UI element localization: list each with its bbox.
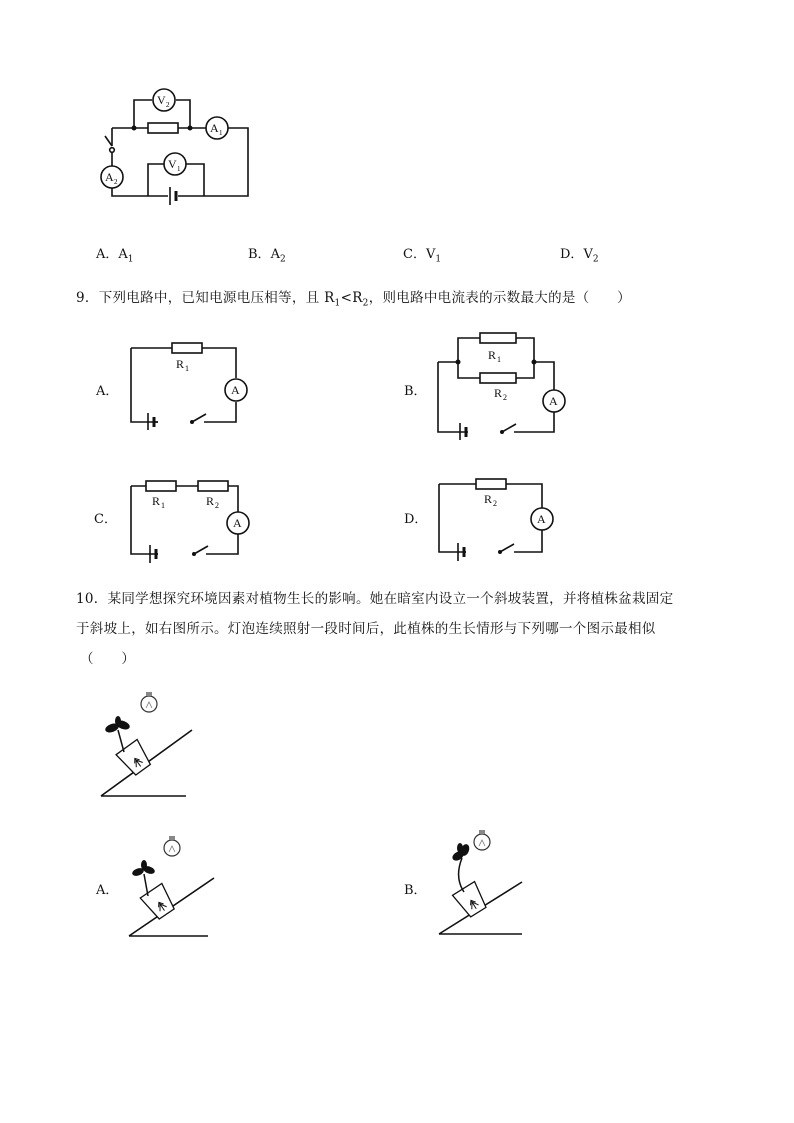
svg-text:R: R — [176, 357, 185, 371]
svg-text:R: R — [494, 386, 503, 400]
light-bulb-icon — [164, 836, 180, 856]
potted-plant — [140, 883, 177, 921]
q9-circuit-b — [432, 328, 572, 440]
q10-option-a[interactable]: A． — [96, 883, 119, 898]
svg-text:2: 2 — [503, 393, 507, 402]
svg-text:1: 1 — [185, 364, 189, 373]
switch — [502, 424, 516, 432]
light-bulb-icon — [141, 692, 157, 712]
resistor — [148, 123, 178, 133]
svg-text:2: 2 — [166, 101, 170, 109]
q9-option-a[interactable]: A． — [96, 384, 119, 399]
svg-text:R: R — [206, 494, 215, 508]
bent-stem — [459, 858, 465, 892]
svg-text:A: A — [537, 512, 546, 526]
resistor-r2 — [480, 373, 516, 383]
q8-option-c[interactable]: C．$V_1$ — [403, 247, 442, 265]
q10-reference-figure — [96, 690, 206, 802]
junction-dot — [188, 126, 193, 131]
svg-text:R: R — [484, 492, 493, 506]
plant-leaves — [104, 716, 131, 734]
q9-stem: 9．下列电路中，已知电源电压相等，且 $R_1<R_2$，则电路中电流表的示数最大的是（ ） — [76, 290, 631, 309]
q9-circuit-a — [126, 340, 256, 430]
resistor-r2 — [476, 479, 506, 489]
svg-text:A: A — [105, 170, 114, 184]
resistor-r2 — [198, 481, 228, 491]
switch — [194, 546, 208, 554]
potted-plant — [452, 882, 489, 920]
q8-option-d[interactable]: D．$V_2$ — [560, 247, 599, 265]
q8-circuit-diagram — [100, 88, 260, 208]
light-bulb-icon — [474, 830, 490, 850]
q10-stem-line3: （ ） — [80, 651, 136, 667]
resistor-r1 — [480, 333, 516, 343]
resistor-r1 — [146, 481, 176, 491]
svg-text:R: R — [488, 348, 497, 362]
junction-dot — [132, 126, 137, 131]
q9-option-d[interactable]: D． — [404, 512, 428, 527]
switch — [192, 414, 206, 422]
q9-circuit-d — [434, 474, 564, 564]
svg-text:1: 1 — [177, 165, 181, 173]
q10-stem-line1: 10．某同学想探究环境因素对植物生长的影响。她在暗室内设立一个斜坡装置，并将植株盆栽固定 — [76, 591, 674, 607]
svg-text:R: R — [152, 494, 161, 508]
q9-circuit-c — [126, 474, 256, 564]
svg-text:V: V — [157, 93, 166, 107]
svg-text:1: 1 — [161, 501, 165, 510]
svg-text:V: V — [168, 157, 177, 171]
q9-option-b[interactable]: B． — [404, 384, 427, 399]
resistor-r1 — [172, 343, 202, 353]
switch — [105, 136, 112, 146]
q10-stem-line2: 于斜坡上，如右图所示。灯泡连续照射一段时间后，此植株的生长情形与下列哪一个图示最相似 — [76, 621, 656, 637]
q10-option-b-figure — [434, 826, 534, 940]
svg-text:A: A — [231, 383, 240, 397]
svg-text:1: 1 — [219, 129, 223, 137]
switch — [500, 544, 514, 552]
svg-text:A: A — [210, 121, 219, 135]
q10-option-b[interactable]: B． — [404, 883, 427, 898]
svg-text:2: 2 — [114, 178, 118, 186]
q8-option-b[interactable]: B．$A_2$ — [248, 247, 286, 265]
q10-option-a-figure — [124, 830, 224, 940]
svg-text:A: A — [549, 394, 558, 408]
svg-text:1: 1 — [497, 355, 501, 364]
svg-text:2: 2 — [493, 499, 497, 508]
svg-text:A: A — [233, 516, 242, 530]
q9-option-c[interactable]: C． — [94, 512, 117, 527]
svg-text:2: 2 — [215, 501, 219, 510]
q8-option-a[interactable]: A．$A_1$ — [96, 247, 134, 265]
